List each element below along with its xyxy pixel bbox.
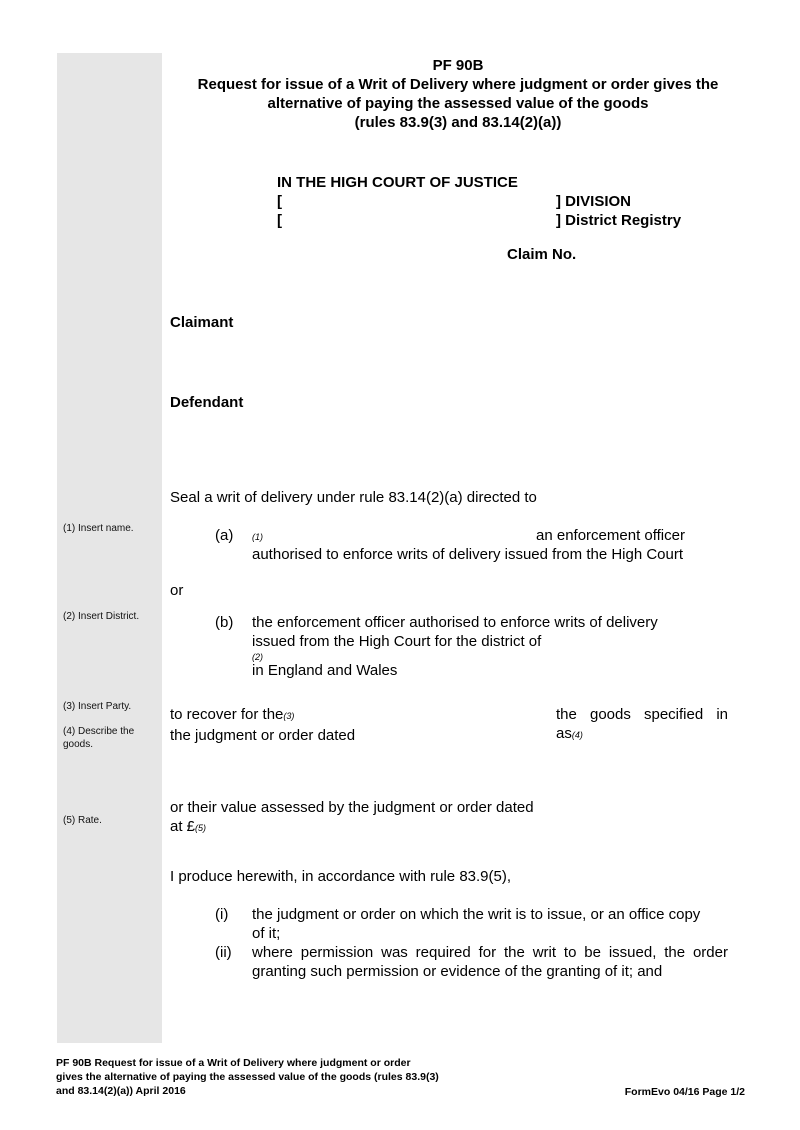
- registry-open-bracket: [: [277, 212, 282, 229]
- form-title-line-1: Request for issue of a Writ of Delivery where judgment or order gives the: [197, 76, 719, 93]
- recover-right-line-2-text: as: [556, 725, 572, 742]
- assessed-line-2: [170, 817, 534, 838]
- division-open-bracket: [: [277, 193, 282, 210]
- note-ref-2: (2): [252, 652, 263, 662]
- court-heading: [277, 173, 682, 230]
- margin-note-3: (3) Insert Party.: [63, 701, 132, 712]
- margin-note-2: (2) Insert District.: [63, 611, 140, 622]
- note-ref-3: (3): [283, 711, 295, 721]
- footer-left-line-2: gives the alternative of paying the assessed value of the goods (rules 83.9(3): [56, 1071, 439, 1083]
- recover-right-line-2: [556, 724, 728, 745]
- footer-left-block: [56, 1056, 486, 1098]
- note-ref-5: (5): [195, 823, 207, 833]
- claimant-label: Claimant: [170, 314, 234, 331]
- item-a-line-1-text: an enforcement officer: [536, 527, 685, 544]
- item-a-line-1: [252, 526, 728, 545]
- court-name: IN THE HIGH COURT OF JUSTICE: [277, 174, 518, 191]
- assessed-value-block: [170, 798, 534, 838]
- item-b-note-ref-line: [252, 651, 728, 661]
- footer-left-line-1: PF 90B Request for issue of a Writ of Delivery where judgment or order: [56, 1057, 411, 1069]
- form-title-line-3: (rules 83.9(3) and 83.14(2)(a)): [354, 114, 562, 131]
- margin-note-1: (1) Insert name.: [63, 523, 134, 534]
- produce-line: I produce herewith, in accordance with rule 83.9(5),: [170, 868, 512, 885]
- footer-page-info: FormEvo 04/16 Page 1/2: [624, 1086, 745, 1098]
- note-ref-1: (1): [252, 532, 263, 542]
- item-b-line-2: issued from the High Court for the district of: [252, 633, 542, 650]
- division-row: [277, 192, 677, 211]
- item-ii-line-1: where permission was required for the writ to be issued, the order: [252, 944, 728, 961]
- margin-note-4: (4) Describe the goods.: [63, 726, 135, 750]
- recover-left-column: [170, 705, 355, 745]
- item-ii-text: [252, 943, 728, 981]
- item-i-line-1: the judgment or order on which the writ is to issue, or an office copy: [252, 906, 701, 923]
- item-b-line-3: in England and Wales: [252, 662, 398, 679]
- seal-writ-line: Seal a writ of delivery under rule 83.14(2)(a) directed to: [170, 489, 537, 506]
- footer-left-line-3: and 83.14(2)(a)) April 2016: [56, 1085, 186, 1097]
- item-a-text: [252, 526, 728, 564]
- note-ref-4: (4): [571, 730, 583, 740]
- item-i-text: [252, 905, 728, 943]
- recover-left-line-1-text: to recover for the: [170, 706, 284, 723]
- assessed-line-1: or their value assessed by the judgment or order dated: [170, 799, 534, 816]
- item-i-marker: (i): [215, 906, 229, 923]
- item-a-line-2: authorised to enforce writs of delivery issued from the High Court: [252, 546, 684, 563]
- form-code: PF 90B: [432, 57, 484, 74]
- form-header: [170, 56, 746, 132]
- defendant-label: Defendant: [170, 394, 244, 411]
- item-a-marker: (a): [215, 527, 234, 544]
- item-b-line-1: the enforcement officer authorised to enforce writs of delivery: [252, 614, 658, 631]
- claim-no-label: Claim No.: [507, 246, 577, 263]
- recover-left-line-2: the judgment or order dated: [170, 727, 356, 744]
- item-b-text: [252, 613, 728, 680]
- item-ii-marker: (ii): [215, 944, 232, 961]
- item-b-marker: (b): [215, 614, 234, 631]
- recover-left-line-1: [170, 705, 355, 726]
- recover-right-line-1: the goods specified in: [556, 706, 728, 723]
- or-word: or: [170, 582, 184, 599]
- margin-note-5: (5) Rate.: [63, 815, 102, 826]
- form-title-line-2: alternative of paying the assessed value of the goods: [267, 95, 649, 112]
- assessed-line-2-prefix: at £: [170, 818, 196, 835]
- registry-row: [277, 211, 682, 230]
- item-ii-line-2: granting such permission or evidence of the granting of it; and: [252, 963, 663, 980]
- recover-right-column: [556, 705, 728, 745]
- registry-label: ] District Registry: [556, 212, 682, 229]
- margin-note-strip: [57, 53, 162, 1043]
- division-label: ] DIVISION: [556, 193, 632, 210]
- item-i-line-2: of it;: [252, 925, 281, 942]
